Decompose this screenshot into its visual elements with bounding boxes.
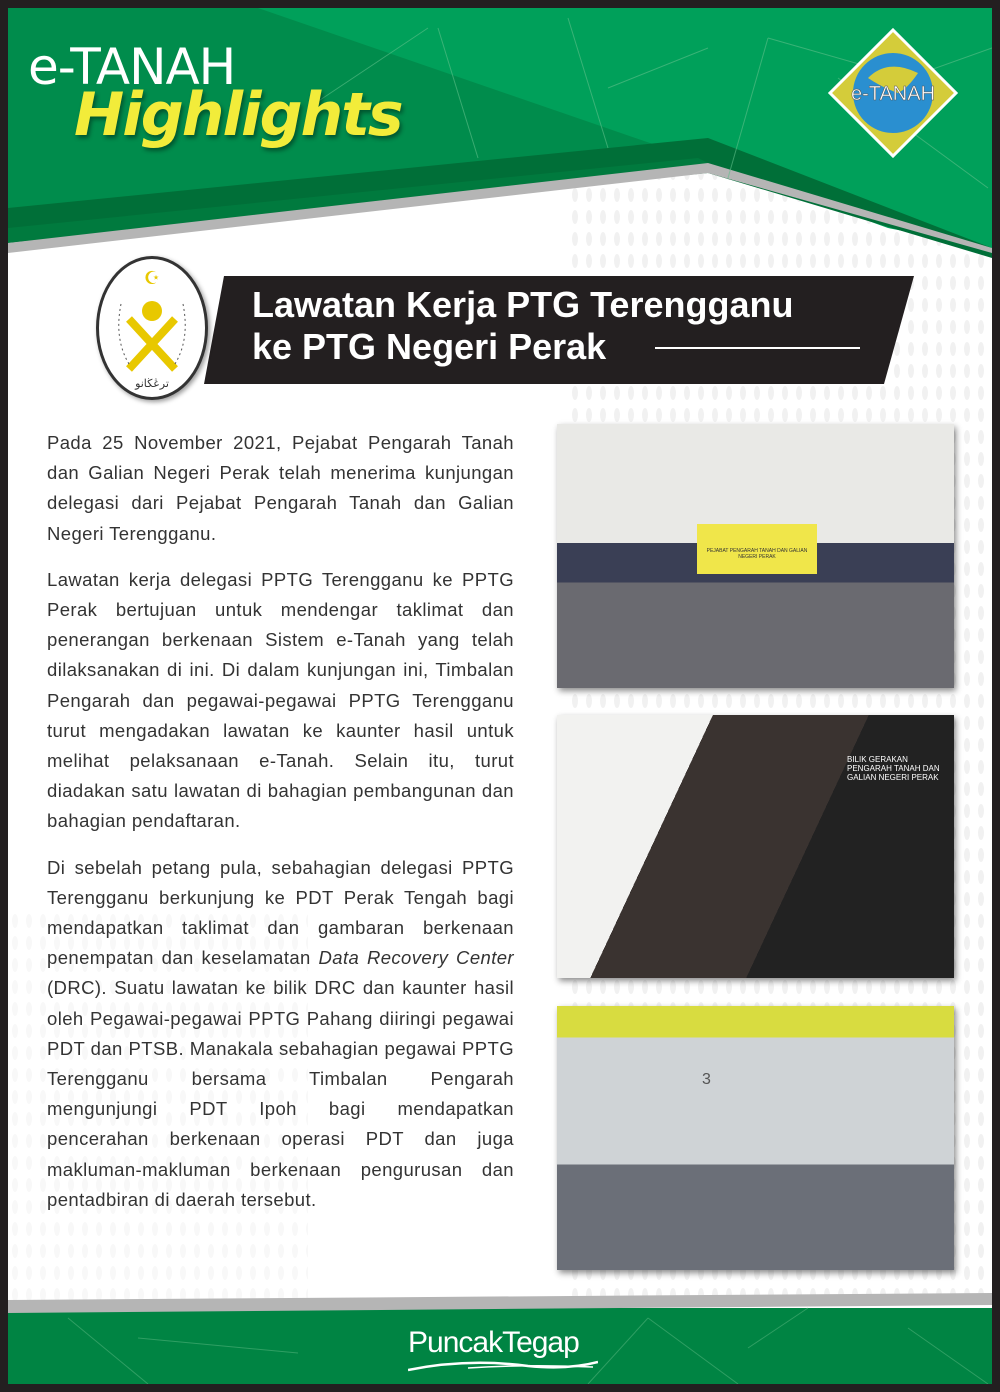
header-title: e-TANAH — [28, 38, 236, 96]
italic-term: Data Recovery Center — [318, 947, 514, 969]
title-rule — [655, 347, 860, 349]
terengganu-crest — [96, 256, 208, 400]
paragraph: Lawatan kerja delegasi PPTG Terengganu ke PPTG Perak bertujuan untuk mendengar taklimat dan penerangan berkenaan Sistem e-Tanah yang telah dilaksanakan di ini. Di dalam kunjungan ini, Timbalan Pengarah dan pegawai-pegawai PPTG Terengganu turut mengadakan lawatan ke kaunter hasil untuk melihat pelaksanaan e-Tanah. Selain itu, turut diadakan satu lawatan di bahagian pembangunan dan bahagian pendaftaran. — [47, 568, 514, 832]
logo-text: e-TANAH — [850, 83, 936, 105]
paragraph: Pada 25 November 2021, Pejabat Pengarah Tanah dan Galian Negeri Perak telah menerima kunjungan delegasi dari Pejabat Pengarah Tanah dan Galian Negeri Terengganu. — [47, 432, 514, 544]
newsletter-page — [8, 8, 992, 1384]
article-title-line1: Lawatan Kerja PTG Terengganu — [252, 284, 794, 325]
photo-meeting — [557, 715, 954, 978]
photo-group — [557, 424, 954, 688]
paragraph-text: Di sebelah petang pula, sebahagian delegasi PPTG Terengganu berkunjung ke PDT Perak Tengah bagi mendapatkan taklimat dan gambaran berkenaan penempatan dan keselamatan — [47, 856, 514, 969]
crest-emblem-icon — [99, 259, 205, 397]
photo-sign: 3 — [702, 1071, 711, 1088]
svg-text:☪: ☪ — [143, 268, 161, 288]
photo-sign: PEJABAT PENGARAH TANAH DAN GALIAN NEGERI PERAK — [697, 524, 817, 574]
paragraph-text: (DRC). Suatu lawatan ke bilik DRC dan kaunter hasil oleh Pegawai-pegawai PPTG Pahang diiringi pegawai PDT dan PTSB. Manakala sebahagian pegawai PPTG Terengganu bersama Timbalan Pengarah mengunjungi PDT Ipoh bagi mendapatkan pencerahan berkenaan operasi PDT dan juga makluman-makluman berkenaan pengurusan dan pentadbiran di daerah tersebut. — [47, 977, 514, 1210]
article-title-line2: ke PTG Negeri Perak — [252, 326, 607, 367]
crest-caption: ترڠڬانو — [135, 378, 169, 390]
footer-brand: PuncakTegap — [408, 1326, 579, 1359]
photo-counter — [557, 1006, 954, 1270]
article-body — [47, 428, 514, 1231]
etanah-logo — [828, 28, 958, 158]
header-subtitle: Highlights — [74, 80, 402, 150]
paragraph — [47, 853, 514, 1215]
photo-sign: BILIK GERAKAN PENGARAH TANAH DAN GALIAN NEGERI PERAK — [847, 755, 940, 782]
footer-wave-icon — [408, 1358, 598, 1374]
